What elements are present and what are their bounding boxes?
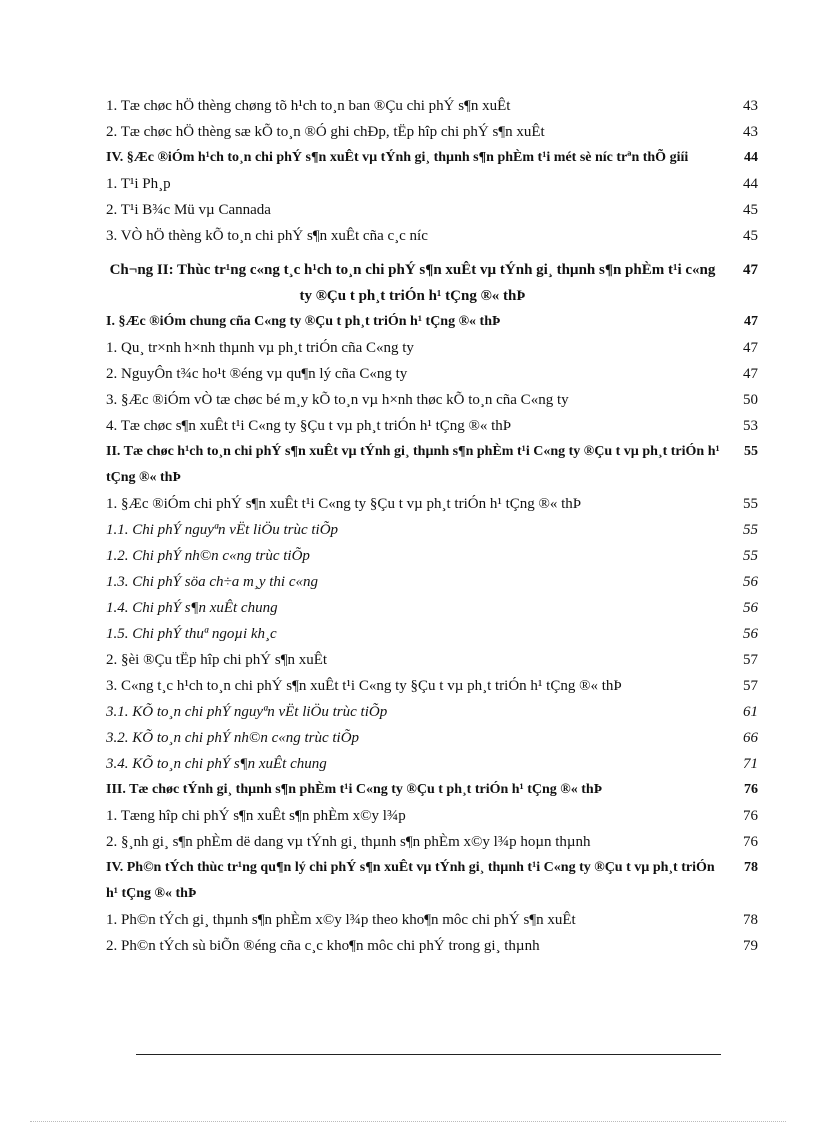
toc-entry-page: 76 [743, 834, 758, 850]
toc-entry-title: II. Tæ chøc h¹ch to¸n chi phÝ s¶n xuÊt vµ tÝnh gi¸ thµnh s¶n phÈm t¹i C«ng ty ®Çu t vµ ph¸t triÓn h¹ tÇng ®« thÞ [106, 444, 720, 485]
toc-entry-page: 78 [744, 860, 758, 875]
toc-entry-title: III. Tæ chøc tÝnh gi¸ thµnh s¶n phÈm t¹i C«ng ty ®Çu t ph¸t triÓn h¹ tÇng ®« thÞ [106, 782, 603, 797]
toc-entry-title: 1.4. Chi phÝ s¶n xuÊt chung [106, 600, 278, 616]
toc-entry-page: 66 [743, 730, 758, 746]
toc-entry-page: 55 [743, 522, 758, 538]
toc-entry-title: 2. T¹i B¾c Mü vµ Cannada [106, 202, 271, 218]
toc-entry-page: 56 [743, 574, 758, 590]
toc-entry-title: 3. VÒ hÖ thèng kÕ to¸n chi phÝ s¶n xuÊt cña c¸c níc [106, 228, 428, 244]
toc-entry-page: 55 [744, 444, 758, 459]
toc-entry-title: 3.1. KÕ to¸n chi phÝ nguyªn vËt liÖu trùc tiÕp [106, 704, 388, 720]
toc-entry-page: 76 [744, 782, 758, 797]
toc-entry-title: 2. §¸nh gi¸ s¶n phÈm dë dang vµ tÝnh gi¸ thµnh s¶n phÈm x©y l¾p hoµn thµnh [106, 834, 591, 850]
toc-entry-page: 53 [743, 418, 758, 434]
toc-entry [106, 197, 758, 223]
toc-entry-page: 44 [744, 150, 758, 165]
toc-entry-page: 47 [743, 340, 758, 356]
toc-entry-title: 1.2. Chi phÝ nh©n c«ng trùc tiÕp [106, 548, 310, 564]
toc-entry [106, 829, 758, 855]
toc-entry-page: 47 [744, 314, 758, 329]
toc-entry-title: 2. NguyÔn t¾c ho¹t ®éng vµ qu¶n lý cña C«ng ty [106, 366, 408, 382]
toc-entry-title: 1.3. Chi phÝ söa ch÷a m¸y thi c«ng [106, 574, 318, 590]
toc-entry [106, 647, 758, 673]
toc-entry [106, 517, 758, 543]
toc-entry-page: 44 [743, 176, 758, 192]
toc-entry-page: 50 [743, 392, 758, 408]
toc-entry [106, 725, 758, 751]
toc-entry-page: 71 [743, 756, 758, 772]
toc-entry [106, 223, 758, 249]
toc-entry [106, 803, 758, 829]
toc-entry-page: 78 [743, 912, 758, 928]
toc-entry-title: 4. Tæ chøc s¶n xuÊt t¹i C«ng ty §Çu t vµ ph¸t triÓn h¹ tÇng ®« thÞ [106, 418, 512, 434]
toc-entry [106, 543, 758, 569]
toc-entry-page: 56 [743, 600, 758, 616]
toc-entry-title: 1.5. Chi phÝ thuª ngoµi kh¸c [106, 626, 277, 642]
toc-entry-title: I. §Æc ®iÓm chung cña C«ng ty ®Çu t ph¸t triÓn h¹ tÇng ®« thÞ [106, 314, 501, 329]
toc-entry-page: 55 [743, 548, 758, 564]
toc-entry-title: 3. §Æc ®iÓm vÒ tæ chøc bé m¸y kÕ to¸n vµ h×nh thøc kÕ to¸n cña C«ng ty [106, 392, 569, 408]
toc-entry [106, 595, 758, 621]
toc-entry [106, 933, 758, 959]
footer-rule [136, 1054, 721, 1055]
toc-entry [106, 751, 758, 777]
toc-entry [106, 673, 758, 699]
toc-entry-title: 2. Tæ chøc hÖ thèng sæ kÕ to¸n ®Ó ghi chÐp, tËp hîp chi phÝ s¶n xuÊt [106, 124, 545, 140]
page-edge-dotted-line [30, 1121, 786, 1122]
toc-entry [106, 93, 758, 119]
toc-entry-page: 45 [743, 202, 758, 218]
toc-entry [106, 119, 758, 145]
toc-entry [106, 907, 758, 933]
toc-entry [106, 171, 758, 197]
toc-entry-page: 43 [743, 98, 758, 114]
toc-entry-title: Ch¬ng II: Thùc tr¹ng c«ng t¸c h¹ch to¸n chi phÝ s¶n xuÊt vµ tÝnh gi¸ thµnh s¶n phÈm t¹i c«ng ty ®Çu t ph¸t triÓn h¹ tÇng ®« thÞ [109, 262, 716, 304]
toc-entry [106, 777, 758, 803]
toc-entry-title: 1. Qu¸ tr×nh h×nh thµnh vµ ph¸t triÓn cña C«ng ty [106, 340, 414, 356]
table-of-contents [106, 93, 758, 959]
toc-entry [106, 387, 758, 413]
toc-entry [106, 309, 758, 335]
toc-entry-page: 56 [743, 626, 758, 642]
toc-entry-page: 76 [743, 808, 758, 824]
toc-entry-title: 3.2. KÕ to¸n chi phÝ nh©n c«ng trùc tiÕp [106, 730, 360, 746]
toc-entry-page: 61 [743, 704, 758, 720]
toc-entry [106, 335, 758, 361]
toc-entry-title: 1. Tæ chøc hÖ thèng chøng tõ h¹ch to¸n ban ®Çu chi phÝ s¶n xuÊt [106, 98, 511, 114]
toc-entry-title: 1. §Æc ®iÓm chi phÝ s¶n xuÊt t¹i C«ng ty §Çu t vµ ph¸t triÓn h¹ tÇng ®« thÞ [106, 496, 582, 512]
toc-entry-page: 47 [743, 366, 758, 382]
toc-entry [106, 491, 758, 517]
toc-entry [106, 361, 758, 387]
toc-entry-title: 2. Ph©n tÝch sù biÕn ®éng cña c¸c kho¶n môc chi phÝ trong gi¸ thµnh [106, 938, 540, 954]
toc-entry-title: 2. §èi ®Çu tËp hîp chi phÝ s¶n xuÊt [106, 652, 328, 668]
toc-entry-title: IV. Ph©n tÝch thùc tr¹ng qu¶n lý chi phÝ s¶n xuÊt vµ tÝnh gi¸ thµnh t¹i C«ng ty ®Çu t vµ ph¸t triÓn h¹ tÇng ®« thÞ [106, 860, 715, 901]
toc-entry-title: 3. C«ng t¸c h¹ch to¸n chi phÝ s¶n xuÊt t¹i C«ng ty §Çu t vµ ph¸t triÓn h¹ tÇng ®« thÞ [106, 678, 622, 694]
toc-entry-title: 1. Ph©n tÝch gi¸ thµnh s¶n phÈm x©y l¾p theo kho¶n môc chi phÝ s¶n xuÊt [106, 912, 576, 928]
toc-entry-page: 55 [743, 496, 758, 512]
toc-entry [106, 439, 758, 491]
toc-entry [106, 621, 758, 647]
toc-entry [106, 145, 758, 171]
toc-entry-page: 45 [743, 228, 758, 244]
toc-entry-title: 1. T¹i Ph¸p [106, 176, 171, 192]
toc-entry-page: 47 [743, 262, 758, 278]
toc-entry-title: 1. Tæng hîp chi phÝ s¶n xuÊt s¶n phÈm x©y l¾p [106, 808, 406, 824]
toc-entry-title: 1.1. Chi phÝ nguyªn vËt liÖu trùc tiÕp [106, 522, 339, 538]
toc-entry [106, 699, 758, 725]
toc-entry-page: 43 [743, 124, 758, 140]
toc-entry [106, 413, 758, 439]
toc-entry-title: 3.4. KÕ to¸n chi phÝ s¶n xuÊt chung [106, 756, 327, 772]
toc-entry-page: 79 [743, 938, 758, 954]
toc-entry-page: 57 [743, 678, 758, 694]
toc-entry [106, 569, 758, 595]
toc-entry [106, 855, 758, 907]
toc-entry-title: IV. §Æc ®iÓm h¹ch to¸n chi phÝ s¶n xuÊt vµ tÝnh gi¸ thµnh s¶n phÈm t¹i mét sè níc trªn thÕ giíi [106, 150, 689, 165]
toc-entry [106, 257, 758, 309]
toc-entry-page: 57 [743, 652, 758, 668]
